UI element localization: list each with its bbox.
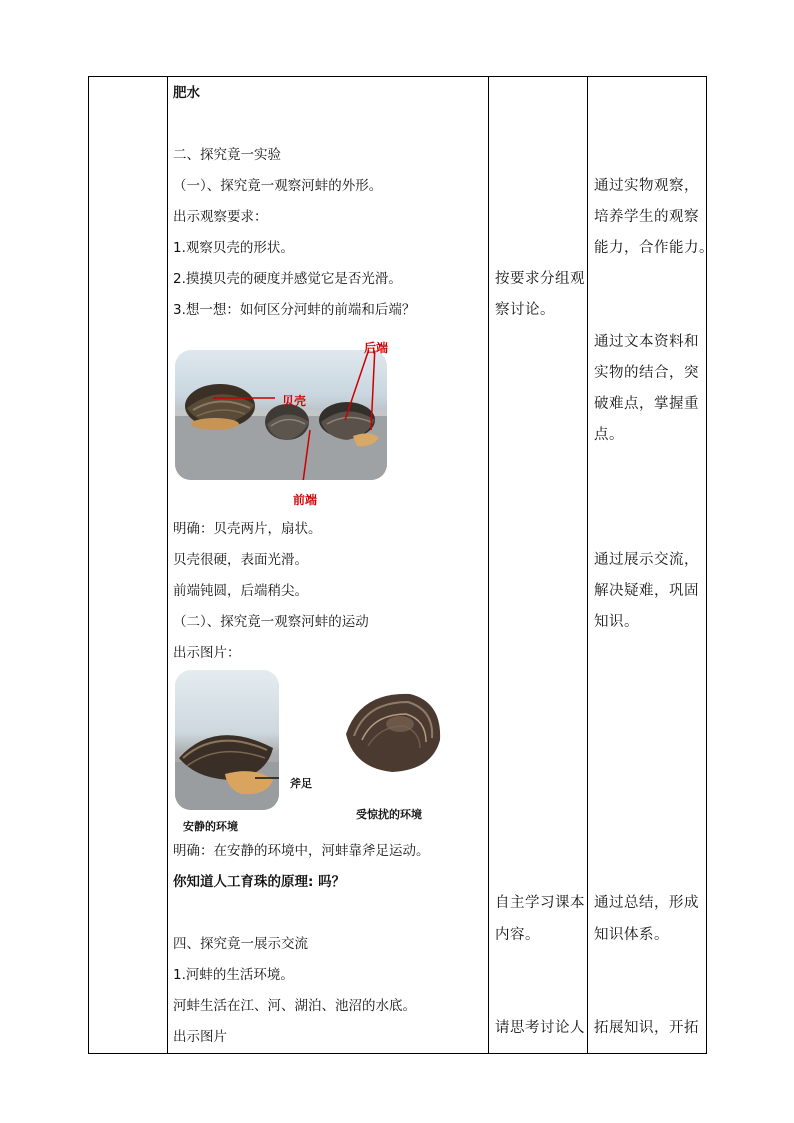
activity-line: 按要求分组观 xyxy=(495,271,585,287)
col-border-3 xyxy=(488,76,489,1054)
clam-illustration xyxy=(175,350,387,480)
label-shell: 贝壳 xyxy=(282,394,307,408)
content-line: 明确：在安静的环境中，河蚌靠斧足运动。 xyxy=(173,843,430,859)
calm-clam-illustration xyxy=(175,670,279,810)
content-line: 明确：贝壳两片，扇状。 xyxy=(173,521,322,537)
content-line: 贝壳很硬，表面光滑。 xyxy=(173,552,308,568)
intent-line: 知识体系。 xyxy=(594,927,669,943)
content-line: 出示观察要求： xyxy=(173,209,268,225)
caption-calm: 安静的环境 xyxy=(183,820,238,833)
activity-line: 请思考讨论人 xyxy=(495,1020,585,1036)
table-top-border xyxy=(88,76,707,77)
intent-line: 拓展知识，开拓 xyxy=(594,1020,699,1036)
calm-clam-photo xyxy=(175,670,279,810)
label-front-end: 前端 xyxy=(293,493,318,507)
content-line: 3.想一想：如何区分河蚌的前端和后端？ xyxy=(173,302,416,318)
label-back-end: 后端 xyxy=(364,341,389,355)
content-line: 前端钝圆，后端稍尖。 xyxy=(173,583,308,599)
intent-line: 通过文本资料和 xyxy=(594,334,699,350)
intent-line: 解决疑难，巩固 xyxy=(594,583,699,599)
intent-line: 通过展示交流， xyxy=(594,552,699,568)
activity-line: 自主学习课本 xyxy=(495,895,585,911)
section-heading: 四、探究竟一展示交流 xyxy=(173,936,308,952)
col-border-2 xyxy=(167,76,168,1054)
label-foot: 斧足 xyxy=(290,777,312,790)
content-line: 河蚌生活在江、河、湖泊、池沼的水底。 xyxy=(173,998,416,1014)
content-line: 2.摸摸贝壳的硬度并感觉它是否光滑。 xyxy=(173,271,402,287)
col-border-4 xyxy=(587,76,588,1054)
section-heading: 二、探究竟一实验 xyxy=(173,147,281,163)
clam-photo xyxy=(175,350,387,480)
intent-line: 培养学生的观察 xyxy=(594,209,699,225)
caption-disturbed: 受惊扰的环境 xyxy=(356,808,422,821)
col-border-5 xyxy=(706,76,707,1054)
activity-line: 察讨论。 xyxy=(495,302,555,318)
content-line: 1.观察贝壳的形状。 xyxy=(173,240,294,256)
subsection-heading: （二）、探究竟一观察河蚌的运动 xyxy=(173,614,369,630)
intent-line: 实物的结合，突 xyxy=(594,365,699,381)
subsection-heading: （一）、探究竟一观察河蚌的外形。 xyxy=(173,178,383,194)
disturbed-clam-illustration xyxy=(340,688,444,776)
col-border-1 xyxy=(88,76,89,1054)
content-line: 肥水 xyxy=(173,85,200,101)
intent-line: 破难点，掌握重 xyxy=(594,396,699,412)
intent-line: 知识。 xyxy=(594,614,639,630)
content-line: 1.河蚌的生活环境。 xyxy=(173,967,294,983)
activity-line: 内容。 xyxy=(495,927,540,943)
content-line: 出示图片： xyxy=(173,645,241,661)
intent-line: 能力，合作能力。 xyxy=(594,240,714,256)
content-line: 你知道人工育珠的原理: 吗？ xyxy=(173,874,346,890)
table-bottom-border xyxy=(88,1053,707,1054)
content-line: 出示图片 xyxy=(173,1029,227,1045)
intent-line: 点。 xyxy=(594,427,624,443)
intent-line: 通过实物观察， xyxy=(594,178,699,194)
disturbed-clam-photo xyxy=(340,688,444,776)
intent-line: 通过总结，形成 xyxy=(594,895,699,911)
